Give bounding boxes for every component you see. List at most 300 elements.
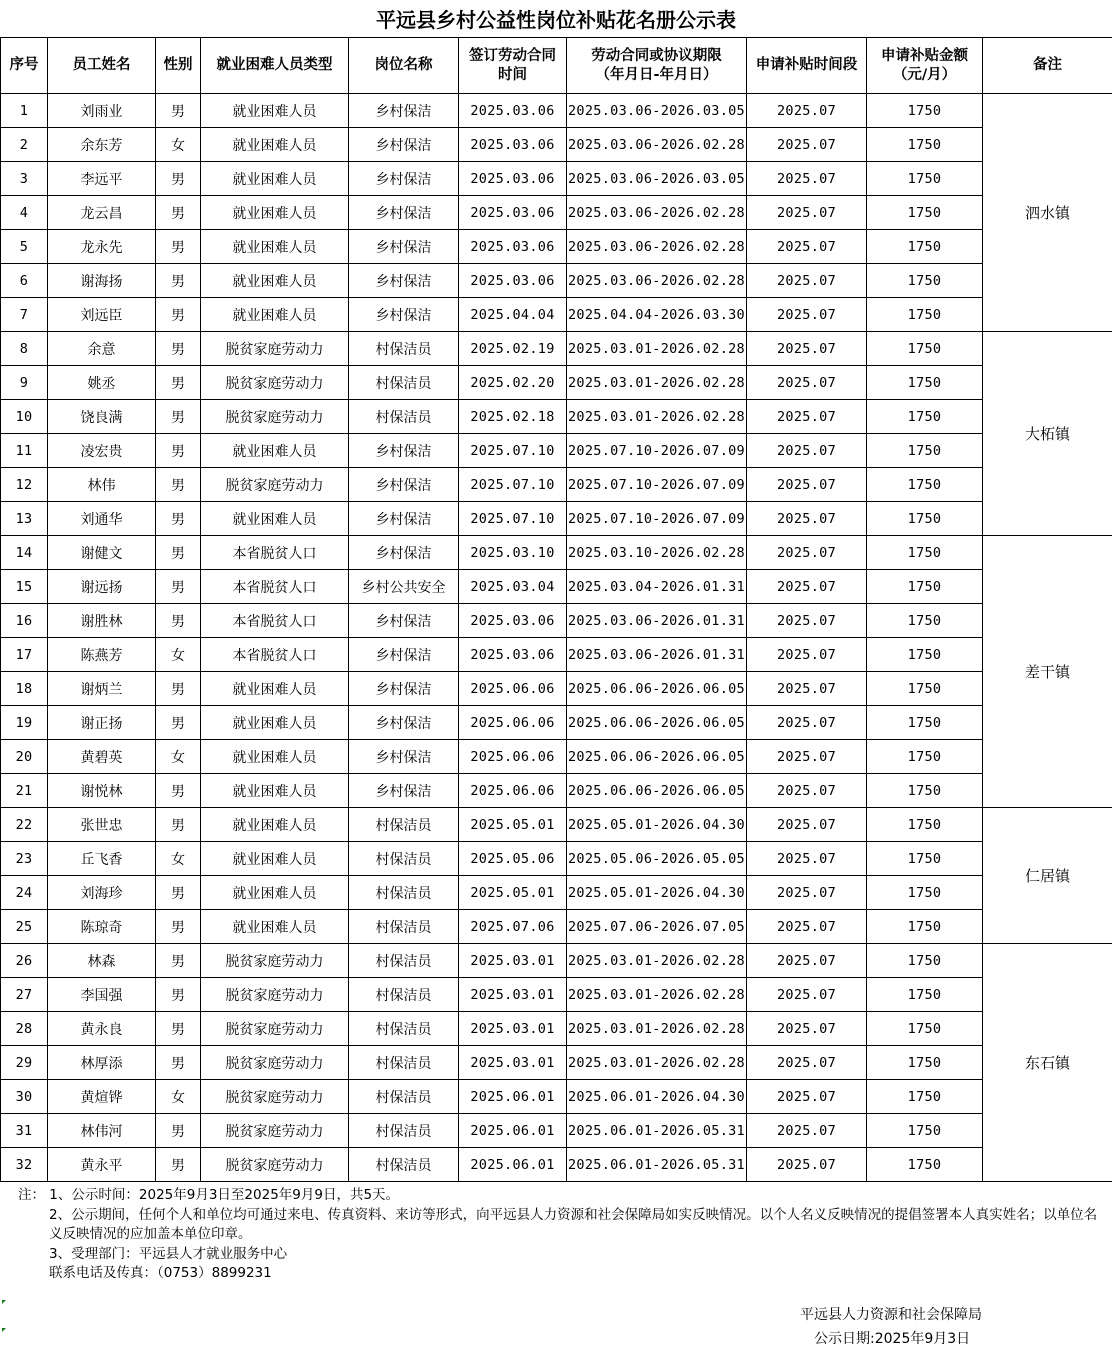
cell-name: 林森 [48,944,156,978]
cell-contract-period: 2025.05.01-2026.04.30 [567,876,747,910]
cell-type: 本省脱贫人口 [201,570,349,604]
cell-gender: 女 [156,128,201,162]
cell-gender: 女 [156,740,201,774]
table-row [1,604,1112,638]
cell-remark-town: 泗水镇 [983,94,1112,332]
table-row [1,1080,1112,1114]
cell-sign-date: 2025.03.01 [459,944,567,978]
cell-subsidy-period: 2025.07 [747,162,867,196]
table-row [1,400,1112,434]
cell-sign-date: 2025.06.06 [459,672,567,706]
cell-name: 刘海珍 [48,876,156,910]
cell-index: 17 [1,638,48,672]
header-subsidy-period: 申请补贴时间段 [747,38,867,94]
cell-subsidy-period: 2025.07 [747,672,867,706]
cell-position: 乡村公共安全 [349,570,459,604]
cell-gender: 男 [156,604,201,638]
cell-amount: 1750 [867,502,983,536]
cell-gender: 男 [156,944,201,978]
cell-amount: 1750 [867,706,983,740]
cell-name: 谢健文 [48,536,156,570]
cell-gender: 男 [156,264,201,298]
cell-name: 李国强 [48,978,156,1012]
cell-type: 脱贫家庭劳动力 [201,468,349,502]
table-row [1,264,1112,298]
cell-contract-period: 2025.06.01-2026.04.30 [567,1080,747,1114]
cell-name: 余东芳 [48,128,156,162]
cell-name: 谢海扬 [48,264,156,298]
cell-contract-period: 2025.03.01-2026.02.28 [567,944,747,978]
cell-gender: 男 [156,808,201,842]
cell-amount: 1750 [867,332,983,366]
header-contract-period: 劳动合同或协议期限（年月日-年月日） [567,38,747,94]
cell-name: 刘雨业 [48,94,156,128]
cell-remark-town: 大柘镇 [983,332,1112,536]
cell-subsidy-period: 2025.07 [747,196,867,230]
cell-type: 就业困难人员 [201,808,349,842]
note-department: 3、受理部门：平远县人才就业服务中心 [18,1245,1110,1265]
cell-sign-date: 2025.03.04 [459,570,567,604]
header-name: 员工姓名 [48,38,156,94]
cell-contract-period: 2025.03.06-2026.01.31 [567,638,747,672]
cell-contract-period: 2025.06.06-2026.06.05 [567,706,747,740]
cell-remark-town: 仁居镇 [983,808,1112,944]
cell-subsidy-period: 2025.07 [747,94,867,128]
cell-position: 村保洁员 [349,1080,459,1114]
cell-position: 乡村保洁 [349,774,459,808]
cell-subsidy-period: 2025.07 [747,1148,867,1182]
cell-index: 18 [1,672,48,706]
cell-name: 谢远扬 [48,570,156,604]
cell-type: 就业困难人员 [201,774,349,808]
cell-gender: 男 [156,366,201,400]
cell-subsidy-period: 2025.07 [747,706,867,740]
subsidy-table [0,37,1112,1182]
cell-name: 林厚添 [48,1046,156,1080]
cell-index: 25 [1,910,48,944]
cell-amount: 1750 [867,1148,983,1182]
table-row [1,366,1112,400]
cell-contract-period: 2025.03.04-2026.01.31 [567,570,747,604]
cell-name: 余意 [48,332,156,366]
publish-date: 公示日期:2025年9月3日 [770,1327,1030,1351]
cell-contract-period: 2025.03.01-2026.02.28 [567,1012,747,1046]
cell-subsidy-period: 2025.07 [747,298,867,332]
cell-sign-date: 2025.07.10 [459,434,567,468]
cell-gender: 男 [156,468,201,502]
cell-type: 就业困难人员 [201,842,349,876]
cell-index: 29 [1,1046,48,1080]
cell-sign-date: 2025.03.06 [459,638,567,672]
cell-amount: 1750 [867,400,983,434]
cell-contract-period: 2025.03.06-2026.03.05 [567,94,747,128]
cell-position: 乡村保洁 [349,230,459,264]
cell-gender: 男 [156,1148,201,1182]
cell-gender: 男 [156,230,201,264]
cell-name: 凌宏贵 [48,434,156,468]
table-row [1,842,1112,876]
cell-name: 谢悦林 [48,774,156,808]
cell-sign-date: 2025.06.06 [459,740,567,774]
cell-subsidy-period: 2025.07 [747,978,867,1012]
cell-sign-date: 2025.03.01 [459,1012,567,1046]
notes-prefix: 注： [18,1187,45,1203]
cell-position: 村保洁员 [349,1012,459,1046]
cell-contract-period: 2025.03.10-2026.02.28 [567,536,747,570]
cell-gender: 男 [156,1114,201,1148]
table-row [1,774,1112,808]
cell-name: 黄永良 [48,1012,156,1046]
cell-type: 就业困难人员 [201,264,349,298]
cell-subsidy-period: 2025.07 [747,128,867,162]
table-row [1,162,1112,196]
cell-sign-date: 2025.05.01 [459,808,567,842]
cell-name: 谢正扬 [48,706,156,740]
header-remark: 备注 [983,38,1112,94]
cell-type: 脱贫家庭劳动力 [201,1114,349,1148]
cell-index: 30 [1,1080,48,1114]
cell-position: 乡村保洁 [349,94,459,128]
cell-gender: 男 [156,502,201,536]
cell-type: 就业困难人员 [201,162,349,196]
cell-subsidy-period: 2025.07 [747,842,867,876]
cell-index: 24 [1,876,48,910]
cell-position: 村保洁员 [349,910,459,944]
cell-name: 龙云昌 [48,196,156,230]
cell-contract-period: 2025.03.06-2026.01.31 [567,604,747,638]
cell-index: 9 [1,366,48,400]
table-row [1,230,1112,264]
cell-sign-date: 2025.04.04 [459,298,567,332]
cell-gender: 男 [156,332,201,366]
cell-amount: 1750 [867,944,983,978]
cell-name: 张世忠 [48,808,156,842]
cell-gender: 女 [156,1080,201,1114]
cell-type: 就业困难人员 [201,230,349,264]
cell-subsidy-period: 2025.07 [747,944,867,978]
table-row [1,196,1112,230]
cell-contract-period: 2025.07.10-2026.07.09 [567,434,747,468]
cell-position: 乡村保洁 [349,128,459,162]
cell-type: 本省脱贫人口 [201,604,349,638]
cell-amount: 1750 [867,570,983,604]
cell-subsidy-period: 2025.07 [747,910,867,944]
cell-type: 就业困难人员 [201,910,349,944]
table-row [1,740,1112,774]
cell-name: 黄永平 [48,1148,156,1182]
cell-sign-date: 2025.03.06 [459,196,567,230]
cell-index: 31 [1,1114,48,1148]
cell-type: 脱贫家庭劳动力 [201,1046,349,1080]
cell-sign-date: 2025.03.01 [459,1046,567,1080]
cell-type: 本省脱贫人口 [201,638,349,672]
cell-contract-period: 2025.06.01-2026.05.31 [567,1114,747,1148]
cell-amount: 1750 [867,434,983,468]
table-row [1,468,1112,502]
cell-amount: 1750 [867,94,983,128]
cell-sign-date: 2025.06.01 [459,1080,567,1114]
note-contact: 联系电话及传真：（0753）8899231 [18,1264,1110,1284]
cell-type: 就业困难人员 [201,128,349,162]
cell-type: 就业困难人员 [201,434,349,468]
cell-contract-period: 2025.03.01-2026.02.28 [567,400,747,434]
table-row [1,638,1112,672]
cell-amount: 1750 [867,298,983,332]
cell-amount: 1750 [867,910,983,944]
cell-gender: 男 [156,672,201,706]
issuer: 平远县人力资源和社会保障局 [770,1303,1030,1327]
cell-position: 村保洁员 [349,808,459,842]
cell-amount: 1750 [867,876,983,910]
cell-subsidy-period: 2025.07 [747,332,867,366]
cell-sign-date: 2025.02.19 [459,332,567,366]
cell-index: 10 [1,400,48,434]
cell-index: 15 [1,570,48,604]
cell-sign-date: 2025.07.10 [459,468,567,502]
cell-position: 乡村保洁 [349,264,459,298]
cell-name: 姚丞 [48,366,156,400]
cell-amount: 1750 [867,672,983,706]
cell-position: 村保洁员 [349,1114,459,1148]
cell-name: 刘远臣 [48,298,156,332]
cell-name: 陈琼奇 [48,910,156,944]
cell-sign-date: 2025.03.06 [459,604,567,638]
cell-amount: 1750 [867,468,983,502]
table-row [1,978,1112,1012]
cell-amount: 1750 [867,808,983,842]
cell-contract-period: 2025.06.06-2026.06.05 [567,774,747,808]
cell-amount: 1750 [867,1114,983,1148]
cell-gender: 男 [156,196,201,230]
table-row [1,808,1112,842]
cell-amount: 1750 [867,604,983,638]
notes-section [18,1186,1110,1284]
cell-type: 脱贫家庭劳动力 [201,1080,349,1114]
cell-gender: 男 [156,1012,201,1046]
cell-gender: 男 [156,978,201,1012]
cell-remark-town: 差干镇 [983,536,1112,808]
cell-amount: 1750 [867,842,983,876]
cell-name: 林伟 [48,468,156,502]
cell-subsidy-period: 2025.07 [747,774,867,808]
cell-marker [2,1328,6,1332]
cell-amount: 1750 [867,978,983,1012]
cell-name: 陈燕芳 [48,638,156,672]
cell-type: 本省脱贫人口 [201,536,349,570]
cell-type: 就业困难人员 [201,706,349,740]
footer [770,1303,1030,1351]
cell-index: 6 [1,264,48,298]
cell-index: 21 [1,774,48,808]
cell-index: 28 [1,1012,48,1046]
cell-index: 19 [1,706,48,740]
table-row [1,94,1112,128]
cell-position: 乡村保洁 [349,536,459,570]
table-row [1,570,1112,604]
cell-type: 就业困难人员 [201,876,349,910]
cell-name: 黄煊铧 [48,1080,156,1114]
cell-index: 32 [1,1148,48,1182]
cell-remark-town: 东石镇 [983,944,1112,1182]
cell-sign-date: 2025.06.06 [459,706,567,740]
cell-position: 乡村保洁 [349,162,459,196]
cell-contract-period: 2025.03.01-2026.02.28 [567,978,747,1012]
cell-index: 2 [1,128,48,162]
cell-type: 脱贫家庭劳动力 [201,1012,349,1046]
cell-index: 5 [1,230,48,264]
cell-index: 3 [1,162,48,196]
cell-amount: 1750 [867,162,983,196]
cell-amount: 1750 [867,264,983,298]
cell-gender: 女 [156,842,201,876]
cell-position: 村保洁员 [349,944,459,978]
cell-contract-period: 2025.04.04-2026.03.30 [567,298,747,332]
cell-index: 26 [1,944,48,978]
cell-contract-period: 2025.07.06-2026.07.05 [567,910,747,944]
cell-contract-period: 2025.03.01-2026.02.28 [567,1046,747,1080]
table-row [1,944,1112,978]
cell-sign-date: 2025.05.06 [459,842,567,876]
cell-gender: 男 [156,536,201,570]
cell-position: 乡村保洁 [349,672,459,706]
table-row [1,876,1112,910]
cell-index: 23 [1,842,48,876]
cell-index: 12 [1,468,48,502]
cell-type: 脱贫家庭劳动力 [201,400,349,434]
cell-sign-date: 2025.02.18 [459,400,567,434]
table-row [1,536,1112,570]
cell-subsidy-period: 2025.07 [747,400,867,434]
cell-gender: 男 [156,162,201,196]
cell-position: 乡村保洁 [349,740,459,774]
cell-contract-period: 2025.05.06-2026.05.05 [567,842,747,876]
cell-name: 饶良满 [48,400,156,434]
cell-position: 乡村保洁 [349,298,459,332]
cell-sign-date: 2025.05.01 [459,876,567,910]
cell-position: 乡村保洁 [349,638,459,672]
cell-sign-date: 2025.03.06 [459,230,567,264]
cell-position: 乡村保洁 [349,604,459,638]
cell-sign-date: 2025.07.06 [459,910,567,944]
cell-amount: 1750 [867,1046,983,1080]
cell-gender: 男 [156,774,201,808]
header-index: 序号 [1,38,48,94]
cell-index: 11 [1,434,48,468]
table-row [1,434,1112,468]
cell-subsidy-period: 2025.07 [747,1080,867,1114]
cell-subsidy-period: 2025.07 [747,638,867,672]
cell-contract-period: 2025.03.01-2026.02.28 [567,366,747,400]
cell-type: 就业困难人员 [201,94,349,128]
cell-gender: 男 [156,570,201,604]
cell-subsidy-period: 2025.07 [747,536,867,570]
header-subsidy-amount: 申请补贴金额（元/月） [867,38,983,94]
page-title: 平远县乡村公益性岗位补贴花名册公示表 [0,6,1112,34]
cell-index: 1 [1,94,48,128]
cell-gender: 男 [156,94,201,128]
cell-position: 乡村保洁 [349,706,459,740]
cell-contract-period: 2025.03.06-2026.03.05 [567,162,747,196]
cell-name: 丘飞香 [48,842,156,876]
cell-position: 乡村保洁 [349,502,459,536]
cell-amount: 1750 [867,366,983,400]
cell-position: 乡村保洁 [349,196,459,230]
table-row [1,128,1112,162]
table-row [1,298,1112,332]
cell-sign-date: 2025.02.20 [459,366,567,400]
cell-type: 脱贫家庭劳动力 [201,332,349,366]
cell-sign-date: 2025.03.10 [459,536,567,570]
cell-subsidy-period: 2025.07 [747,264,867,298]
cell-position: 村保洁员 [349,978,459,1012]
cell-index: 4 [1,196,48,230]
cell-sign-date: 2025.03.06 [459,264,567,298]
cell-index: 8 [1,332,48,366]
cell-subsidy-period: 2025.07 [747,366,867,400]
cell-contract-period: 2025.07.10-2026.07.09 [567,502,747,536]
table-row [1,502,1112,536]
table-row [1,332,1112,366]
cell-subsidy-period: 2025.07 [747,230,867,264]
cell-sign-date: 2025.03.06 [459,162,567,196]
cell-name: 李远平 [48,162,156,196]
cell-sign-date: 2025.03.06 [459,94,567,128]
cell-position: 村保洁员 [349,876,459,910]
cell-index: 27 [1,978,48,1012]
cell-type: 脱贫家庭劳动力 [201,1148,349,1182]
cell-subsidy-period: 2025.07 [747,808,867,842]
cell-contract-period: 2025.03.06-2026.02.28 [567,128,747,162]
header-position: 岗位名称 [349,38,459,94]
cell-subsidy-period: 2025.07 [747,502,867,536]
header-type: 就业困难人员类型 [201,38,349,94]
cell-amount: 1750 [867,1080,983,1114]
cell-name: 谢胜林 [48,604,156,638]
cell-subsidy-period: 2025.07 [747,570,867,604]
cell-subsidy-period: 2025.07 [747,876,867,910]
table-header-row [1,38,1112,94]
cell-type: 就业困难人员 [201,502,349,536]
cell-subsidy-period: 2025.07 [747,468,867,502]
cell-index: 7 [1,298,48,332]
cell-index: 14 [1,536,48,570]
note-feedback: 2、公示期间，任何个人和单位均可通过来电、传真资料、来访等形式，向平远县人力资源和社会保障局如实反映情况。以个人名义反映情况的提倡签署本人真实姓名；以单位名义反映情况的应加盖本单位印章。 [18,1206,1110,1245]
cell-gender: 男 [156,434,201,468]
cell-gender: 男 [156,706,201,740]
cell-name: 黄碧英 [48,740,156,774]
cell-position: 村保洁员 [349,1046,459,1080]
table-row [1,1114,1112,1148]
cell-amount: 1750 [867,536,983,570]
cell-position: 村保洁员 [349,1148,459,1182]
cell-gender: 男 [156,400,201,434]
cell-index: 20 [1,740,48,774]
cell-type: 就业困难人员 [201,672,349,706]
header-sign-date: 签订劳动合同时间 [459,38,567,94]
cell-position: 村保洁员 [349,332,459,366]
cell-amount: 1750 [867,230,983,264]
note-publicity-time: 1、公示时间：2025年9月3日至2025年9月9日，共5天。 [49,1187,399,1203]
cell-sign-date: 2025.06.01 [459,1114,567,1148]
cell-position: 村保洁员 [349,842,459,876]
cell-sign-date: 2025.03.06 [459,128,567,162]
cell-contract-period: 2025.06.06-2026.06.05 [567,740,747,774]
cell-contract-period: 2025.03.06-2026.02.28 [567,264,747,298]
cell-gender: 男 [156,298,201,332]
cell-position: 乡村保洁 [349,468,459,502]
cell-amount: 1750 [867,1012,983,1046]
cell-amount: 1750 [867,638,983,672]
